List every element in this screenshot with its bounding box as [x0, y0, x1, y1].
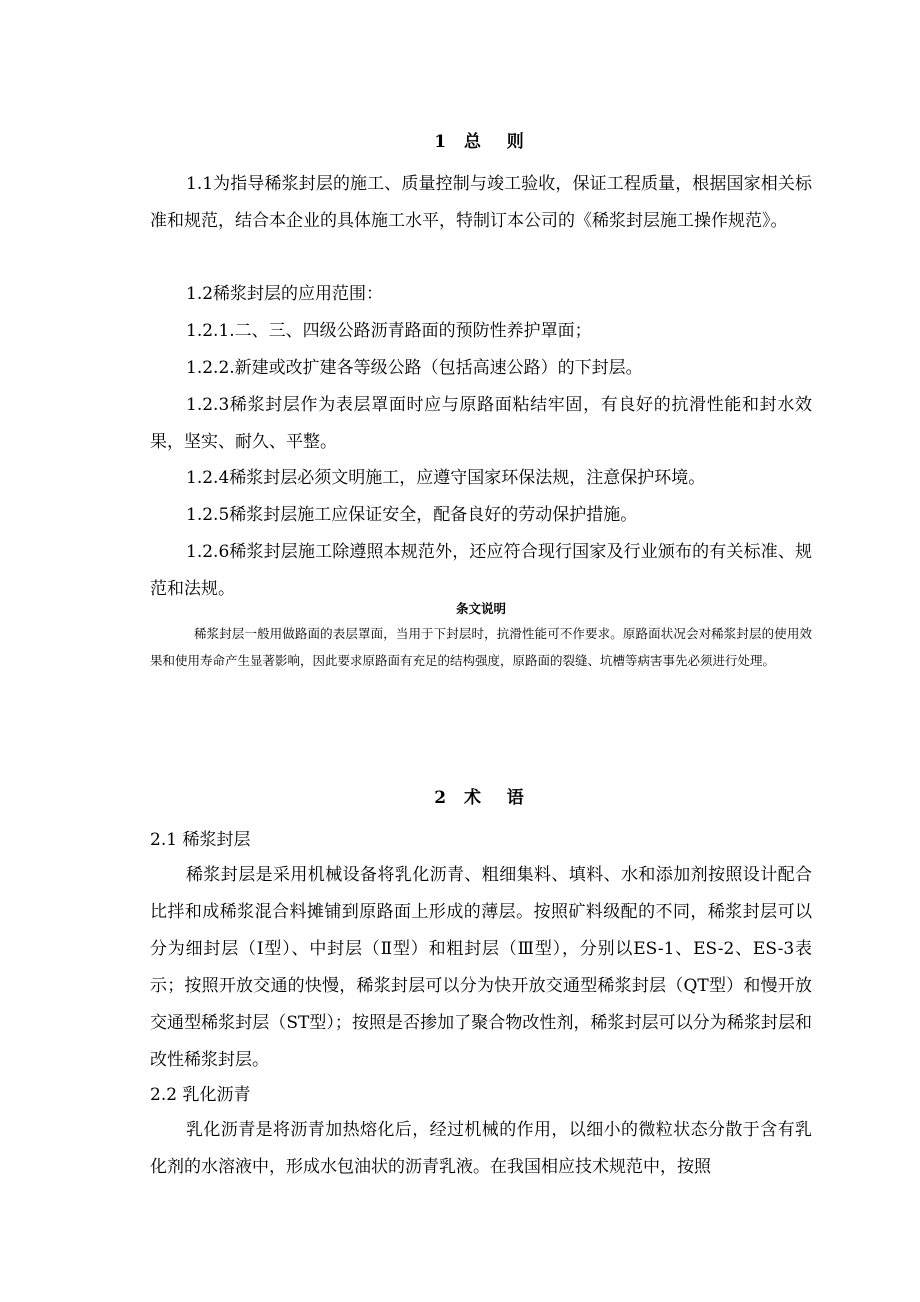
clause-1-2: 1.2稀浆封层的应用范围：: [186, 284, 384, 304]
section-1-heading: 1 总 则: [434, 132, 526, 152]
clause-1-2-2: 1.2.2.新建或改扩建各等级公路（包括高速公路）的下封层。: [186, 358, 643, 378]
clause-1-2-4: 1.2.4稀浆封层必须文明施工，应遵守国家环保法规，注意保护环境。: [186, 468, 706, 488]
term-2-1-body: 稀浆封层是采用机械设备将乳化沥青、粗细集料、填料、水和添加剂按照设计配合比拌和成稀浆混合料摊铺到原路面上形成的薄层。按照矿料级配的不同，稀浆封层可以分为细封层（Ⅰ型）、中封层（Ⅱ型）和粗封层（Ⅲ型），分别以ES-1、ES-2、ES-3表示；按照开放交通的快慢，稀浆封层可以分为快开放交通型稀浆封层（QT型）和慢开放交通型稀浆封层（ST型）；按照是否掺加了聚合物改性剂，稀浆封层可以分为稀浆封层和改性稀浆封层。: [150, 865, 812, 1070]
term-2-2-body: 乳化沥青是将沥青加热熔化后，经过机械的作用，以细小的微粒状态分散于含有乳化剂的水溶液中，形成水包油状的沥青乳液。在我国相应技术规范中，按照: [150, 1120, 812, 1177]
clause-1-2-3: 1.2.3稀浆封层作为表层罩面时应与原路面粘结牢固，有良好的抗滑性能和封水效果，坚实、耐久、平整。: [150, 395, 812, 452]
clause-1-1: 1.1为指导稀浆封层的施工、质量控制与竣工验收，保证工程质量，根据国家相关标准和规范，结合本企业的具体施工水平，特制订本公司的《稀浆封层施工操作规范》。: [150, 174, 812, 231]
note-body: 稀浆封层一般用做路面的表层罩面，当用于下封层时，抗滑性能可不作要求。原路面状况会对稀浆封层的使用效果和使用寿命产生显著影响，因此要求原路面有充足的结构强度，原路面的裂缝、坑槽等病害事先必须进行处理。: [150, 626, 812, 668]
clause-1-2-1: 1.2.1.二、三、四级公路沥青路面的预防性养护罩面；: [186, 321, 592, 341]
term-2-2-title: 2.2 乳化沥青: [150, 1085, 251, 1105]
note-title: 条文说明: [455, 601, 506, 616]
clause-1-2-5: 1.2.5稀浆封层施工应保证安全，配备良好的劳动保护措施。: [186, 505, 638, 525]
clause-1-2-6: 1.2.6稀浆封层施工除遵照本规范外，还应符合现行国家及行业颁布的有关标准、规范和法规。: [150, 542, 812, 599]
term-2-1-title: 2.1 稀浆封层: [150, 830, 251, 850]
section-2-heading: 2 术 语: [434, 788, 526, 808]
